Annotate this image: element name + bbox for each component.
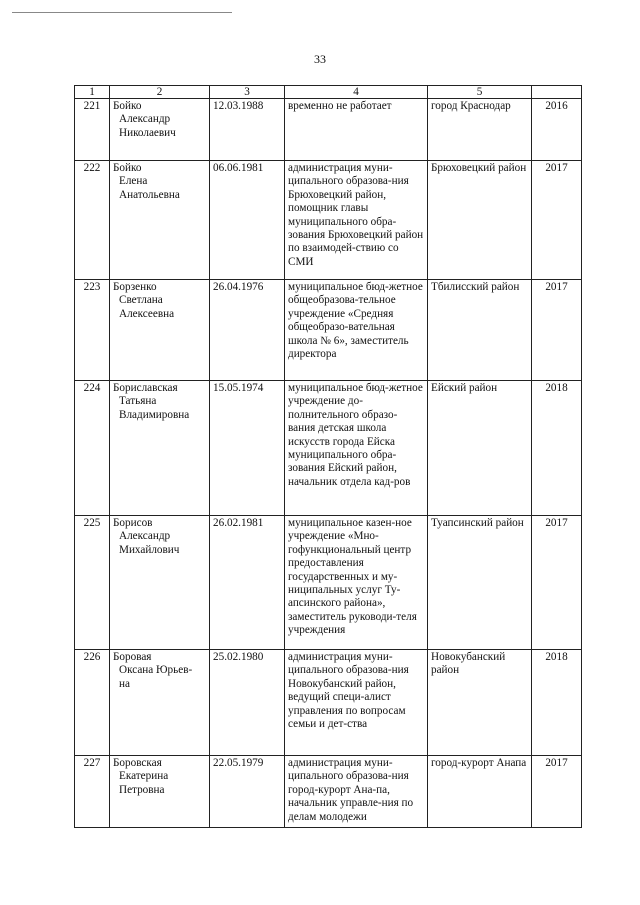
position: администрация муни-ципального образова-ния город-курорт Ана-па, начальник управле-ния по делам молодежи [285,756,428,828]
position: муниципальное бюд-жетное общеобразова-тельное учреждение «Средняя общеобразо-вательная школа № 6», заместитель директора [285,280,428,381]
district: Туапсинский район [428,516,532,650]
person-name [110,280,210,381]
header-cell-year [532,86,582,99]
person-name [110,756,210,828]
birth-date: 22.05.1979 [210,756,285,828]
district: город Краснодар [428,99,532,161]
district: Тбилисский район [428,280,532,381]
person-name [110,516,210,650]
table-row [75,756,582,828]
header-row [75,86,582,99]
year: 2018 [532,650,582,756]
header-cell-position: 4 [285,86,428,99]
given-name: Екатерина [119,770,169,783]
surname: Борзенко [113,281,157,293]
row-number: 223 [75,280,110,381]
given-name: Александр [119,113,171,126]
patronymic: Петровна [119,783,165,796]
patronymic: Алексеевна [119,307,175,320]
surname: Боровая [113,651,152,663]
birth-date: 26.02.1981 [210,516,285,650]
year: 2017 [532,280,582,381]
district: город-курорт Анапа [428,756,532,828]
birth-date: 12.03.1988 [210,99,285,161]
position: администрация муни-ципального образова-ния Новокубанский район, ведущий специ-алист управления по вопросам семьи и дет-ства [285,650,428,756]
table-row [75,280,582,381]
district: Брюховецкий район [428,161,532,280]
row-number: 225 [75,516,110,650]
birth-date: 26.04.1976 [210,280,285,381]
year: 2018 [532,381,582,516]
given-name: Елена [119,175,148,188]
row-number: 226 [75,650,110,756]
birth-date: 15.05.1974 [210,381,285,516]
position: муниципальное казен-ное учреждение «Мно-гофункциональный центр предоставления государственных и му-ниципальных услуг Ту-апсинского района», заместитель руководи-теля учреждения [285,516,428,650]
birth-date: 25.02.1980 [210,650,285,756]
header-cell-name: 2 [110,86,210,99]
patronymic: на [119,677,130,690]
row-number: 222 [75,161,110,280]
given-name: Оксана Юрьев- [119,664,193,677]
records-table [74,85,582,828]
row-number: 221 [75,99,110,161]
district: Ейский район [428,381,532,516]
row-number: 224 [75,381,110,516]
header-cell-date: 3 [210,86,285,99]
header-cell-num: 1 [75,86,110,99]
year: 2016 [532,99,582,161]
year: 2017 [532,756,582,828]
year: 2017 [532,161,582,280]
person-name [110,161,210,280]
birth-date: 06.06.1981 [210,161,285,280]
surname: Боровская [113,757,162,769]
page-number: 33 [314,52,326,66]
table-row [75,516,582,650]
position: администрация муни-ципального образова-ния Брюховецкий район, помощник главы муниципального обра-зования Брюховецкий район по взаимодей-ствию со СМИ [285,161,428,280]
district: Новокубанский район [428,650,532,756]
given-name: Александр [119,530,171,543]
person-name [110,650,210,756]
surname: Борисов [113,517,153,529]
person-name [110,381,210,516]
header-rule [12,12,232,13]
patronymic: Анатольевна [119,188,180,201]
surname: Бойко [113,100,142,112]
header-cell-district: 5 [428,86,532,99]
row-number: 227 [75,756,110,828]
person-name [110,99,210,161]
patronymic: Михайлович [119,543,180,556]
patronymic: Николаевич [119,126,176,139]
surname: Бойко [113,162,142,174]
table-row [75,650,582,756]
year: 2017 [532,516,582,650]
surname: Бориславская [113,382,178,394]
table-row [75,381,582,516]
table-row [75,161,582,280]
given-name: Светлана [119,294,163,307]
position: муниципальное бюд-жетное учреждение до-полнительного образо-вания детская школа искусств города Ейска муниципального обра-зования Ейский район, начальник отдела кад-ров [285,381,428,516]
table-row [75,99,582,161]
given-name: Татьяна [119,395,157,408]
patronymic: Владимировна [119,408,190,421]
position: временно не работает [285,99,428,161]
